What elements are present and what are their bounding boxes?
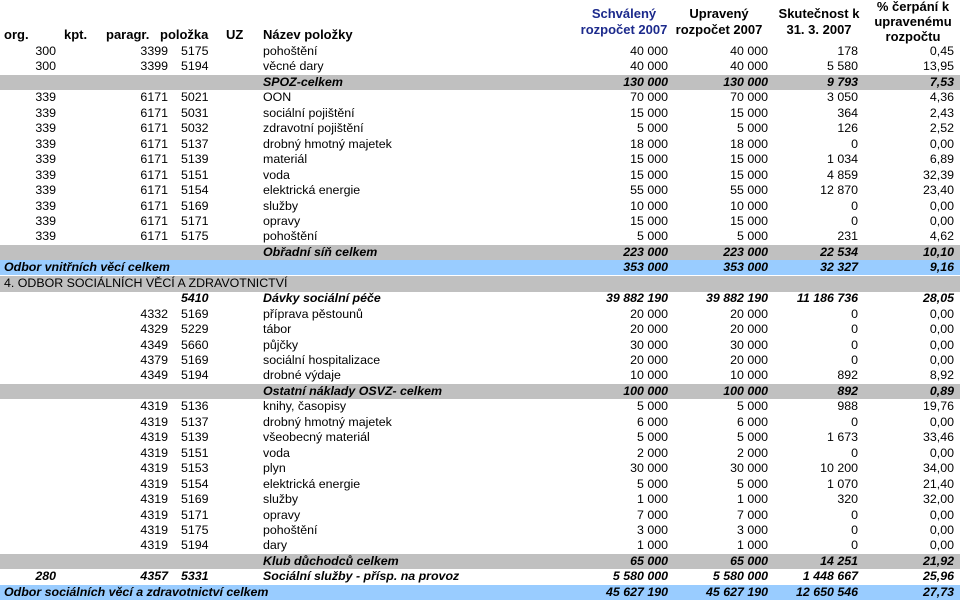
cell-paragraf: 4329 [140, 322, 168, 337]
cell-skutecnost: 9 793 [826, 74, 858, 89]
table-row [0, 245, 960, 260]
cell-schvaleny: 5 580 000 [612, 569, 668, 584]
cell-cerpani: 4,36 [929, 90, 954, 105]
cell-name: elektrická energie [263, 476, 361, 491]
cell-upraveny: 5 000 [736, 476, 768, 491]
cell-upraveny: 223 000 [723, 244, 768, 259]
cell-name: Sociální služby - přísp. na provoz [263, 569, 460, 584]
table-row [0, 44, 960, 59]
table-row [0, 569, 960, 584]
cell-cerpani: 28,05 [922, 291, 954, 306]
table-row [0, 229, 960, 244]
header-skutecnost-1: Skutečnost k [778, 6, 860, 21]
cell-paragraf: 6171 [140, 183, 168, 198]
cell-skutecnost: 0 [851, 136, 858, 151]
cell-paragraf: 3399 [140, 44, 168, 58]
cell-org: 339 [35, 152, 56, 167]
table-row [0, 384, 960, 399]
header-nazev: Název položky [263, 27, 353, 42]
cell-schvaleny: 20 000 [630, 322, 668, 337]
cell-upraveny: 5 000 [736, 229, 768, 244]
cell-cerpani: 0,00 [929, 213, 954, 228]
cell-skutecnost: 0 [851, 322, 858, 337]
cell-name: sociální pojištění [263, 105, 355, 120]
cell-org: 280 [35, 569, 56, 584]
cell-polozka: 5153 [181, 461, 209, 476]
cell-skutecnost: 1 448 667 [802, 569, 858, 584]
cell-upraveny: 10 000 [730, 198, 768, 213]
cell-skutecnost: 364 [837, 105, 858, 120]
cell-upraveny: 18 000 [730, 136, 768, 151]
cell-skutecnost: 126 [837, 121, 858, 136]
cell-polozka: 5031 [181, 105, 209, 120]
table-row [0, 538, 960, 553]
cell-schvaleny: 20 000 [630, 353, 668, 367]
cell-polozka: 5154 [181, 183, 209, 198]
table-row [0, 121, 960, 136]
cell-name: pohoštění [263, 44, 318, 58]
table-row [0, 368, 960, 383]
cell-name: dary [263, 538, 288, 553]
cell-paragraf: 4319 [140, 538, 168, 553]
cell-schvaleny: 6 000 [636, 414, 668, 429]
cell-paragraf: 3399 [140, 59, 168, 74]
cell-skutecnost: 892 [837, 368, 858, 383]
cell-skutecnost: 12 870 [820, 183, 858, 198]
cell-org: 339 [35, 105, 56, 120]
cell-paragraf: 4349 [140, 337, 168, 352]
cell-polozka: 5136 [181, 399, 209, 414]
table-row [0, 430, 960, 445]
cell-upraveny: 353 000 [723, 260, 768, 275]
cell-schvaleny: 20 000 [630, 306, 668, 321]
cell-name: Obřadní síň celkem [263, 244, 378, 259]
table-row [0, 338, 960, 353]
cell-skutecnost: 0 [851, 213, 858, 228]
cell-schvaleny: 10 000 [630, 368, 668, 383]
cell-paragraf: 6171 [140, 152, 168, 167]
cell-cerpani: 2,43 [929, 105, 954, 120]
cell-name: pohoštění [263, 229, 318, 244]
cell-skutecnost: 5 580 [826, 59, 858, 74]
cell-schvaleny: 15 000 [630, 167, 668, 182]
cell-schvaleny: 2 000 [636, 445, 668, 460]
cell-upraveny: 30 000 [730, 337, 768, 352]
cell-cerpani: 0,45 [929, 44, 954, 58]
cell-polozka: 5171 [181, 507, 209, 522]
cell-cerpani: 4,62 [929, 229, 954, 244]
cell-cerpani: 0,00 [929, 198, 954, 213]
cell-schvaleny: 130 000 [623, 74, 668, 89]
cell-paragraf: 6171 [140, 213, 168, 228]
cell-upraveny: 1 000 [736, 492, 768, 507]
cell-name: elektrická energie [263, 183, 361, 198]
cell-name: tábor [263, 322, 292, 337]
cell-cerpani: 0,00 [929, 353, 954, 367]
cell-polozka: 5175 [181, 44, 209, 58]
cell-schvaleny: 5 000 [636, 121, 668, 136]
table-row [0, 152, 960, 167]
cell-name: 4. ODBOR SOCIÁLNÍCH VĚCÍ A ZDRAVOTNICTVÍ [4, 275, 288, 290]
cell-paragraf: 4349 [140, 368, 168, 383]
cell-upraveny: 3 000 [736, 522, 768, 537]
cell-schvaleny: 100 000 [623, 383, 668, 398]
table-row [0, 183, 960, 198]
cell-schvaleny: 65 000 [630, 553, 668, 568]
cell-paragraf: 4319 [140, 507, 168, 522]
cell-org: 339 [35, 167, 56, 182]
cell-org: 339 [35, 136, 56, 151]
header-skutecnost-2: 31. 3. 2007 [786, 22, 852, 37]
cell-skutecnost: 320 [837, 492, 858, 507]
table-row [0, 585, 960, 600]
cell-name: SPOZ-celkem [263, 74, 343, 89]
cell-schvaleny: 15 000 [630, 105, 668, 120]
table-row [0, 461, 960, 476]
cell-skutecnost: 0 [851, 538, 858, 553]
cell-name: drobný hmotný majetek [263, 414, 392, 429]
cell-polozka: 5169 [181, 353, 209, 367]
cell-polozka: 5229 [181, 322, 209, 337]
table-row [0, 523, 960, 538]
table-row [0, 399, 960, 414]
cell-schvaleny: 1 000 [636, 492, 668, 507]
cell-paragraf: 4357 [140, 569, 168, 584]
cell-cerpani: 0,00 [929, 445, 954, 460]
cell-polozka: 5410 [181, 291, 209, 306]
cell-polozka: 5139 [181, 152, 209, 167]
cell-upraveny: 45 627 190 [705, 584, 768, 599]
cell-polozka: 5331 [181, 569, 209, 584]
cell-paragraf: 6171 [140, 198, 168, 213]
cell-upraveny: 7 000 [736, 507, 768, 522]
cell-name: voda [263, 167, 290, 182]
cell-skutecnost: 988 [837, 399, 858, 414]
cell-polozka: 5194 [181, 59, 209, 74]
table-row [0, 353, 960, 368]
cell-cerpani: 0,00 [929, 507, 954, 522]
cell-paragraf: 4319 [140, 476, 168, 491]
column-header [0, 0, 960, 44]
cell-polozka: 5154 [181, 476, 209, 491]
table-row [0, 90, 960, 105]
cell-schvaleny: 70 000 [630, 90, 668, 105]
cell-cerpani: 27,73 [922, 584, 954, 599]
cell-skutecnost: 0 [851, 337, 858, 352]
table-row [0, 168, 960, 183]
cell-upraveny: 30 000 [730, 461, 768, 476]
cell-cerpani: 6,89 [929, 152, 954, 167]
cell-name: knihy, časopisy [263, 399, 347, 414]
cell-schvaleny: 39 882 190 [605, 291, 668, 306]
cell-schvaleny: 3 000 [636, 522, 668, 537]
cell-name: všeobecný materiál [263, 430, 370, 445]
table-row [0, 291, 960, 306]
cell-paragraf: 4319 [140, 399, 168, 414]
table-row [0, 492, 960, 507]
cell-org: 339 [35, 121, 56, 136]
cell-schvaleny: 18 000 [630, 136, 668, 151]
cell-skutecnost: 0 [851, 353, 858, 367]
cell-cerpani: 0,00 [929, 538, 954, 553]
cell-schvaleny: 5 000 [636, 399, 668, 414]
cell-upraveny: 15 000 [730, 152, 768, 167]
cell-name: drobný hmotný majetek [263, 136, 392, 151]
table-row [0, 554, 960, 569]
cell-cerpani: 32,39 [922, 167, 954, 182]
cell-schvaleny: 15 000 [630, 152, 668, 167]
cell-skutecnost: 11 186 736 [796, 291, 858, 306]
cell-name: OON [263, 90, 292, 105]
cell-upraveny: 1 000 [736, 538, 768, 553]
cell-schvaleny: 5 000 [636, 229, 668, 244]
cell-paragraf: 6171 [140, 136, 168, 151]
cell-upraveny: 6 000 [736, 414, 768, 429]
cell-polozka: 5171 [181, 213, 209, 228]
cell-paragraf: 4319 [140, 445, 168, 460]
cell-polozka: 5175 [181, 229, 209, 244]
table-row [0, 446, 960, 461]
cell-cerpani: 0,00 [929, 136, 954, 151]
cell-schvaleny: 7 000 [636, 507, 668, 522]
cell-schvaleny: 45 627 190 [605, 584, 668, 599]
cell-skutecnost: 0 [851, 522, 858, 537]
cell-cerpani: 13,95 [922, 59, 954, 74]
cell-name: drobné výdaje [263, 368, 341, 383]
table-row [0, 75, 960, 90]
cell-upraveny: 70 000 [730, 90, 768, 105]
header-kpt: kpt. [64, 27, 88, 42]
header-org: org. [4, 27, 29, 42]
cell-cerpani: 8,92 [929, 368, 954, 383]
cell-cerpani: 0,00 [929, 322, 954, 337]
table-row [0, 508, 960, 523]
cell-schvaleny: 1 000 [636, 538, 668, 553]
cell-schvaleny: 55 000 [630, 183, 668, 198]
cell-skutecnost: 14 251 [820, 553, 858, 568]
cell-upraveny: 130 000 [723, 74, 768, 89]
cell-skutecnost: 0 [851, 445, 858, 460]
cell-org: 339 [35, 213, 56, 228]
cell-upraveny: 20 000 [730, 306, 768, 321]
cell-cerpani: 10,10 [922, 244, 954, 259]
cell-upraveny: 2 000 [736, 445, 768, 460]
cell-paragraf: 4319 [140, 522, 168, 537]
cell-schvaleny: 353 000 [623, 260, 668, 275]
cell-schvaleny: 40 000 [630, 59, 668, 74]
cell-upraveny: 15 000 [730, 213, 768, 228]
cell-skutecnost: 1 673 [826, 430, 858, 445]
cell-name: materiál [263, 152, 308, 167]
cell-schvaleny: 10 000 [630, 198, 668, 213]
cell-cerpani: 21,40 [922, 476, 954, 491]
header-cerpani-3: rozpočtu [885, 29, 941, 44]
cell-upraveny: 5 000 [736, 121, 768, 136]
cell-skutecnost: 4 859 [826, 167, 858, 182]
cell-org: 300 [35, 44, 56, 58]
cell-name: Klub důchodců celkem [263, 553, 399, 568]
header-cerpani-2: upravenému [874, 14, 952, 29]
cell-upraveny: 20 000 [730, 353, 768, 367]
cell-skutecnost: 0 [851, 414, 858, 429]
cell-paragraf: 4379 [140, 353, 168, 367]
cell-schvaleny: 30 000 [630, 461, 668, 476]
cell-upraveny: 100 000 [723, 383, 768, 398]
cell-paragraf: 4319 [140, 430, 168, 445]
cell-upraveny: 5 000 [736, 399, 768, 414]
cell-schvaleny: 30 000 [630, 337, 668, 352]
cell-paragraf: 6171 [140, 105, 168, 120]
cell-org: 339 [35, 198, 56, 213]
cell-polozka: 5194 [181, 538, 209, 553]
cell-org: 339 [35, 229, 56, 244]
cell-cerpani: 0,00 [929, 337, 954, 352]
cell-upraveny: 15 000 [730, 167, 768, 182]
header-uz: UZ [226, 27, 244, 42]
cell-cerpani: 9,16 [929, 260, 954, 275]
table-row [0, 477, 960, 492]
cell-upraveny: 40 000 [730, 59, 768, 74]
header-schvaleny-1: Schválený [591, 6, 657, 21]
cell-paragraf: 6171 [140, 90, 168, 105]
table-row [0, 307, 960, 322]
cell-cerpani: 32,00 [922, 492, 954, 507]
table-row [0, 199, 960, 214]
cell-upraveny: 20 000 [730, 322, 768, 337]
cell-name: pohoštění [263, 522, 318, 537]
cell-skutecnost: 22 534 [820, 244, 858, 259]
cell-name: sociální hospitalizace [263, 353, 381, 367]
cell-polozka: 5169 [181, 306, 209, 321]
cell-polozka: 5151 [181, 167, 209, 182]
cell-skutecnost: 231 [837, 229, 858, 244]
cell-schvaleny: 40 000 [630, 44, 668, 58]
cell-cerpani: 23,40 [922, 183, 954, 198]
cell-polozka: 5194 [181, 368, 209, 383]
cell-skutecnost: 1 034 [826, 152, 858, 167]
cell-upraveny: 40 000 [730, 44, 768, 58]
cell-upraveny: 55 000 [730, 183, 768, 198]
cell-paragraf: 6171 [140, 167, 168, 182]
cell-upraveny: 10 000 [730, 368, 768, 383]
cell-cerpani: 25,96 [922, 569, 954, 584]
cell-cerpani: 0,00 [929, 306, 954, 321]
header-upraveny-2: rozpočet 2007 [675, 22, 763, 37]
cell-skutecnost: 0 [851, 507, 858, 522]
cell-skutecnost: 0 [851, 198, 858, 213]
header-polozka: položka [160, 27, 209, 42]
header-cerpani-1: % čerpání k [876, 0, 950, 14]
cell-paragraf: 6171 [140, 121, 168, 136]
cell-skutecnost: 12 650 546 [795, 584, 858, 599]
table-row [0, 322, 960, 337]
cell-cerpani: 33,46 [922, 430, 954, 445]
header-schvaleny-2: rozpočet 2007 [580, 22, 668, 37]
cell-upraveny: 5 000 [736, 430, 768, 445]
cell-polozka: 5021 [181, 90, 209, 105]
cell-skutecnost: 0 [851, 306, 858, 321]
cell-cerpani: 19,76 [922, 399, 954, 414]
cell-cerpani: 0,00 [929, 414, 954, 429]
cell-name: věcné dary [263, 59, 324, 74]
cell-org: 300 [35, 59, 56, 74]
table-row [0, 415, 960, 430]
cell-skutecnost: 892 [837, 383, 858, 398]
table-row [0, 260, 960, 275]
header-upraveny-1: Upravený [689, 6, 749, 21]
cell-skutecnost: 3 050 [826, 90, 858, 105]
cell-skutecnost: 1 070 [826, 476, 858, 491]
cell-name: služby [263, 492, 299, 507]
table-row [0, 59, 960, 74]
cell-name: Odbor vnitřních věcí celkem [4, 260, 170, 275]
cell-name: voda [263, 445, 290, 460]
cell-name: opravy [263, 213, 301, 228]
cell-name: služby [263, 198, 299, 213]
cell-schvaleny: 5 000 [636, 476, 668, 491]
cell-cerpani: 2,52 [929, 121, 954, 136]
cell-cerpani: 21,92 [922, 553, 954, 568]
cell-org: 339 [35, 183, 56, 198]
cell-name: Odbor sociálních věcí a zdravotnictví celkem [4, 584, 269, 599]
cell-upraveny: 39 882 190 [705, 291, 768, 306]
header-paragr: paragr. [106, 27, 150, 42]
cell-skutecnost: 32 327 [820, 260, 858, 275]
cell-name: Ostatní náklady OSVZ- celkem [263, 383, 443, 398]
table-row [0, 276, 960, 292]
cell-paragraf: 4319 [140, 414, 168, 429]
cell-polozka: 5139 [181, 430, 209, 445]
cell-schvaleny: 5 000 [636, 430, 668, 445]
cell-org: 339 [35, 90, 56, 105]
cell-polozka: 5169 [181, 492, 209, 507]
cell-cerpani: 34,00 [922, 461, 954, 476]
cell-polozka: 5175 [181, 522, 209, 537]
cell-polozka: 5137 [181, 414, 209, 429]
cell-cerpani: 0,00 [929, 522, 954, 537]
cell-skutecnost: 10 200 [820, 461, 858, 476]
cell-polozka: 5169 [181, 198, 209, 213]
table-row [0, 214, 960, 229]
cell-polozka: 5151 [181, 445, 209, 460]
cell-polozka: 5660 [181, 337, 209, 352]
cell-name: půjčky [263, 337, 299, 352]
cell-name: plyn [263, 461, 286, 476]
cell-name: opravy [263, 507, 301, 522]
cell-upraveny: 15 000 [730, 105, 768, 120]
table-row [0, 137, 960, 152]
cell-schvaleny: 223 000 [623, 244, 668, 259]
cell-schvaleny: 15 000 [630, 213, 668, 228]
cell-paragraf: 4319 [140, 492, 168, 507]
cell-name: příprava pěstounů [263, 306, 363, 321]
cell-upraveny: 5 580 000 [712, 569, 768, 584]
cell-polozka: 5032 [181, 121, 209, 136]
cell-polozka: 5137 [181, 136, 209, 151]
cell-name: Dávky sociální péče [263, 291, 381, 306]
cell-upraveny: 65 000 [730, 553, 768, 568]
cell-paragraf: 4319 [140, 461, 168, 476]
cell-paragraf: 6171 [140, 229, 168, 244]
cell-name: zdravotní pojištění [263, 121, 364, 136]
cell-cerpani: 0,89 [929, 383, 954, 398]
cell-cerpani: 7,53 [929, 74, 954, 89]
cell-paragraf: 4332 [140, 306, 168, 321]
table-row [0, 106, 960, 121]
cell-skutecnost: 178 [837, 44, 858, 58]
